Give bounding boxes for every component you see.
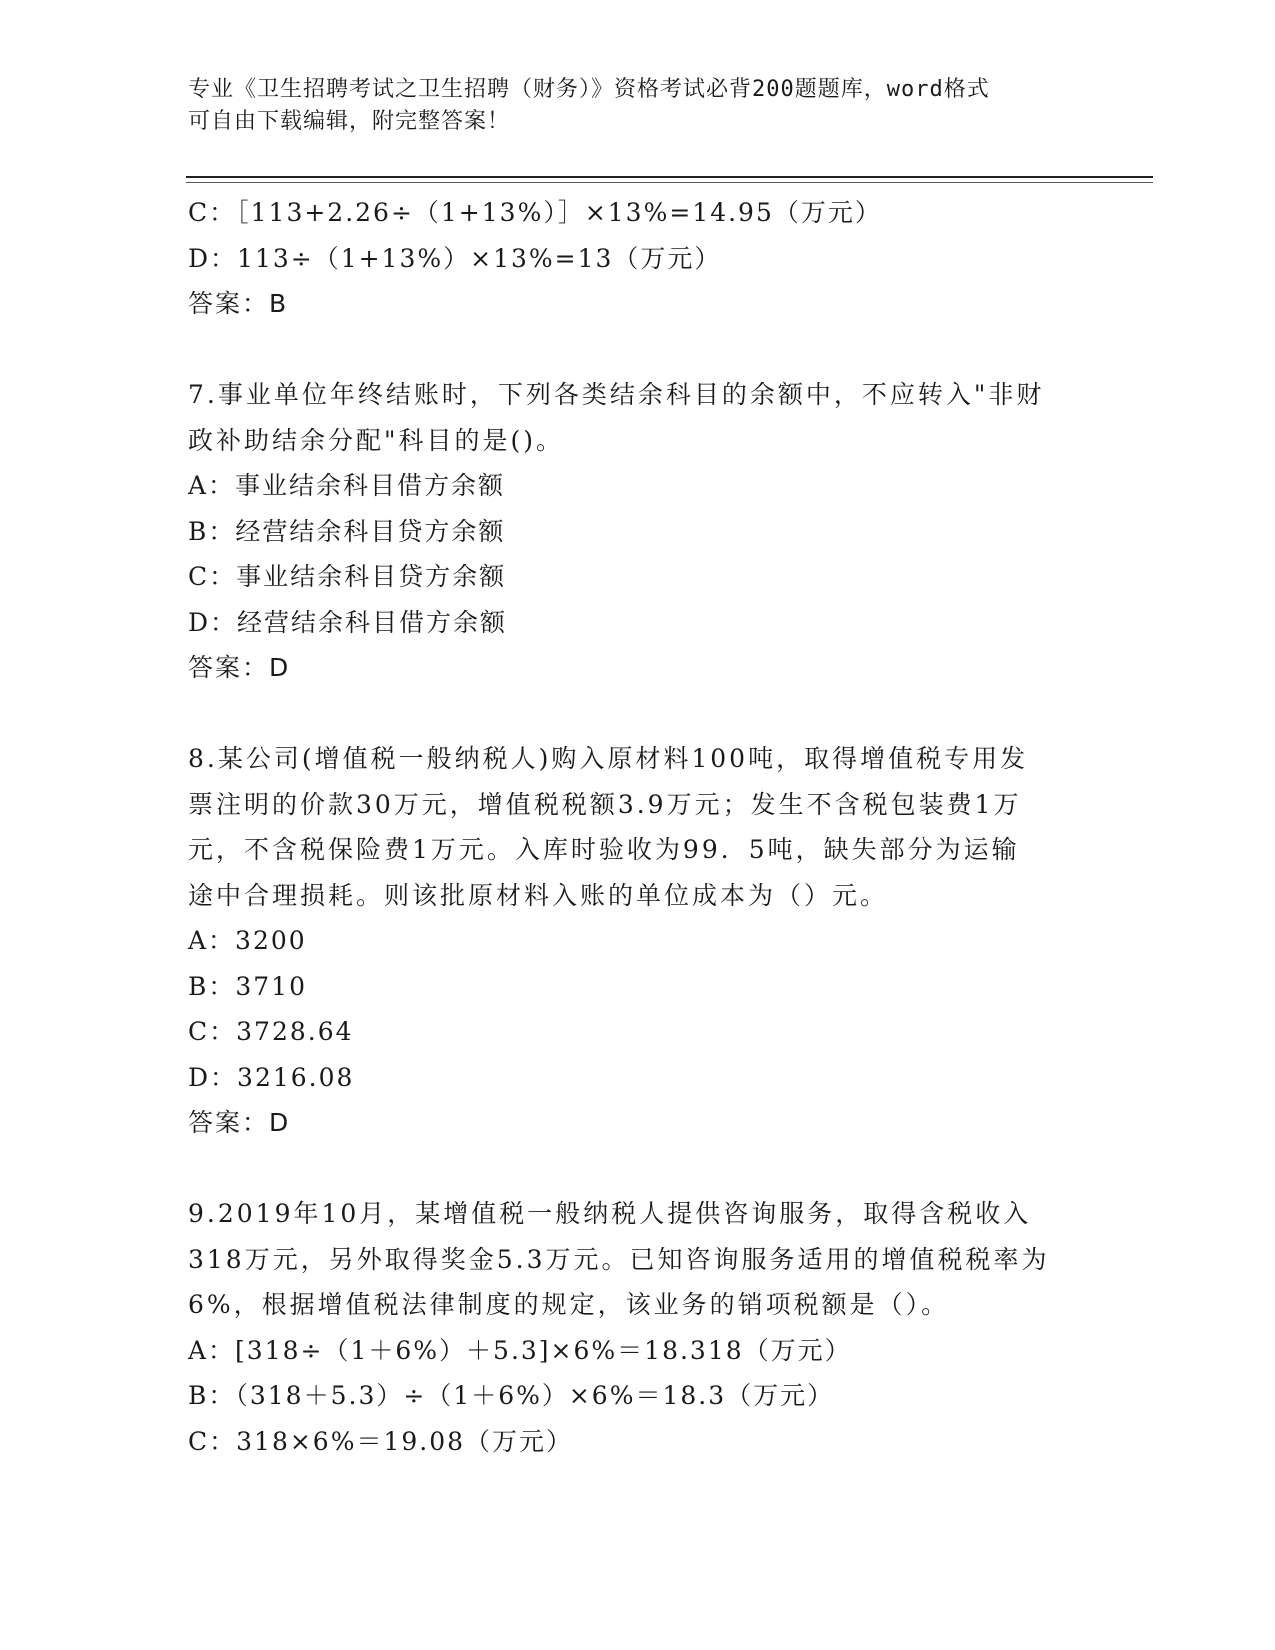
option-c: C：3728.64 xyxy=(188,1017,354,1046)
option-a: A：3200 xyxy=(188,926,307,955)
answer-line: 答案：D xyxy=(188,653,291,682)
question-7 xyxy=(188,372,1088,691)
question-text-line: 9.2019年10月，某增值税一般纳税人提供咨询服务，取得含税收入 xyxy=(188,1199,1032,1228)
spacer xyxy=(188,691,1088,737)
option-a: A：事业结余科目借方余额 xyxy=(188,471,506,500)
header-rule-thick xyxy=(186,176,1153,178)
question-text-line: 6%，根据增值税法律制度的规定，该业务的销项税额是（）。 xyxy=(188,1290,950,1319)
question-text-line: 318万元，另外取得奖金5.3万元。已知咨询服务适用的增值税税率为 xyxy=(188,1244,1050,1274)
option-d: D：经营结余科目借方余额 xyxy=(188,607,508,637)
question-6-continued xyxy=(188,190,1088,327)
option-c: C：［113+2.26÷（1+13%）］×13%=14.95（万元） xyxy=(188,198,882,227)
spacer xyxy=(188,327,1088,373)
answer-line: 答案：B xyxy=(188,289,289,318)
option-d: D：113÷（1+13%）×13%=13（万元） xyxy=(188,243,722,273)
question-text-line: 元，不含税保险费1万元。入库时验收为99．5吨，缺失部分为运输 xyxy=(188,835,1020,864)
header-title-line-2: 可自由下载编辑，附完整答案！ xyxy=(188,109,511,134)
option-c: C：事业结余科目贷方余额 xyxy=(188,562,507,591)
answer-line: 答案：D xyxy=(188,1108,291,1137)
page-header xyxy=(188,74,1088,138)
option-d: D：3216.08 xyxy=(188,1062,355,1092)
question-text-line: 7.事业单位年终结账时，下列各类结余科目的余额中，不应转入"非财 xyxy=(188,380,1045,409)
question-text-line: 票注明的价款30万元，增值税税额3.9万元；发生不含税包装费1万 xyxy=(188,789,1022,819)
option-b: B：3710 xyxy=(188,971,307,1001)
option-b: B：（318＋5.3）÷（1＋6%）×6%＝18.3（万元） xyxy=(188,1381,835,1410)
spacer xyxy=(188,1146,1088,1192)
question-text-line: 政补助结余分配"科目的是()。 xyxy=(188,425,565,455)
header-rule-thin xyxy=(186,182,1153,183)
document-body xyxy=(188,190,1088,1464)
question-text-line: 途中合理损耗。则该批原材料入账的单位成本为（）元。 xyxy=(188,880,889,910)
option-a: A：[318÷（1＋6%）＋5.3]×6%＝18.318（万元） xyxy=(188,1335,852,1365)
question-text-line: 8.某公司(增值税一般纳税人)购入原材料100吨，取得增值税专用发 xyxy=(188,744,1029,773)
option-c: C：318×6%＝19.08（万元） xyxy=(188,1426,574,1456)
question-8 xyxy=(188,736,1088,1146)
header-title-line-1: 专业《卫生招聘考试之卫生招聘（财务）》资格考试必背200题题库，word格式 xyxy=(188,77,990,102)
question-9 xyxy=(188,1191,1088,1464)
option-b: B：经营结余科目贷方余额 xyxy=(188,516,506,546)
